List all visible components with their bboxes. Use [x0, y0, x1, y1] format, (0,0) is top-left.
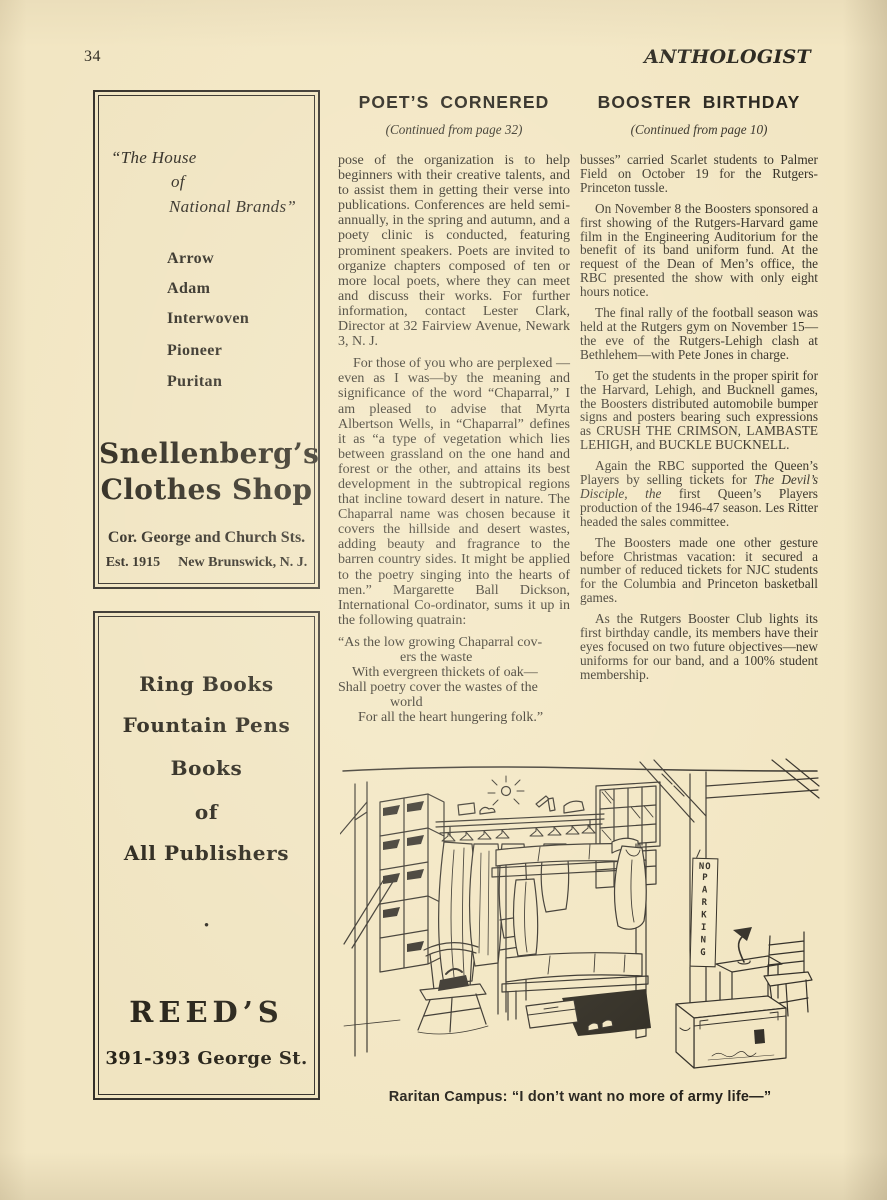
- reeds-line-all-publishers: All Publishers: [123, 841, 290, 865]
- booster-paragraph-5-post: first Queen’s Players production of the 1946-47 season. Les Ritter headed the sales committee.: [580, 485, 818, 529]
- booster-paragraph-5-italic: The Devil’s Disciple, the: [580, 472, 819, 501]
- reeds-line-books: Books: [170, 756, 243, 780]
- brand-item-interwoven: Interwoven: [167, 310, 250, 327]
- snellenberg-address: Cor. George and Church Sts.: [107, 529, 306, 546]
- booster-paragraph-2: On November 8 the Boosters sponsored a first showing of the Rutgers-Harvard game film in the Engineering Auditorium for the benefit of its band uniform fund. At the request of the Dean of Men’s office, the RBC presented the show with only eight hours notice.: [580, 200, 818, 300]
- poets-paragraph-2: For those of you who are perplexed —even as I was—by the meaning and significance of the word “Chaparral,” I am pleased to advise that Myrta Albertson Wells, in “Chaparral” defines it as “a type of vegetation which lies between grassland on the one hand and forest or the other, and attains its best development in the subtropical regions that incline toward desert in nature. The Chaparral name was chosen because it covers the hillside and desert wastes, adding beauty and fragrance to the barren country sides. It might be applied to the poetry singing into the hearts of men.” Margarette Ball Dickson, International Co-ordinator, sums it up in the following quatrain:: [338, 356, 570, 628]
- poets-cornered-continued: (Continued from page 32): [385, 122, 523, 137]
- poets-cornered-title: POET’S CORNERED: [358, 92, 550, 112]
- barracks-room-illustration: [340, 758, 820, 1078]
- booster-paragraph-7: As the Rutgers Booster Club lights its first birthday candle, its members have their eyes focused on two future objectives—new uniforms for our band, and a 100% student membership.: [580, 611, 818, 682]
- quatrain-line-2: With evergreen thickets of oak—: [352, 665, 538, 681]
- snellenberg-ad: [93, 90, 320, 589]
- booster-paragraph-5-pre: Again the RBC supported the Queen’s Players by selling tickets for: [580, 458, 818, 488]
- booster-birthday-title: BOOSTER BIRTHDAY: [597, 92, 801, 112]
- quatrain-line-1b: ers the waste: [400, 650, 473, 665]
- reeds-ad: [93, 611, 320, 1100]
- snellenberg-name-line1: Snellenberg’s: [99, 437, 320, 470]
- quatrain-line-1: “As the low growing Chaparral cov-: [338, 634, 543, 650]
- barracks-drawing: [340, 758, 820, 1078]
- booster-paragraph-6: The Boosters made one other gesture before Christmas vacation: it secured a number of reduced tickets for NJC students for the Columbia and Princeton basketball games.: [580, 534, 818, 606]
- illustration-caption: Raritan Campus: “I don’t want no more of army life—”: [388, 1089, 772, 1105]
- snellenberg-est: Est. 1915: [105, 555, 161, 570]
- reeds-address: 391-393 George St.: [105, 1048, 308, 1069]
- snellenberg-city: New Brunswick, N. J.: [178, 555, 308, 570]
- reeds-name: REED’S: [129, 995, 284, 1029]
- quatrain-line-3b: world: [390, 695, 423, 711]
- no-parking-sign-parking: PARKING: [697, 872, 711, 961]
- no-parking-sign: [690, 858, 719, 968]
- snellenberg-tagline-line2: of: [171, 172, 185, 191]
- quatrain: [338, 635, 570, 726]
- booster-paragraph-1: busses” carried Scarlet students to Palmer Field on October 19 for the Rutgers-Princeton tussle.: [580, 152, 818, 195]
- booster-birthday-continued: (Continued from page 10): [630, 122, 768, 137]
- reeds-line-of: of: [194, 800, 219, 824]
- poets-cornered-body: [338, 153, 570, 725]
- article-booster-birthday: [580, 92, 818, 689]
- booster-paragraph-4: To get the students in the proper spirit for the Harvard, Lehigh, and Bucknell games, the Boosters distributed automobile bumper signs and posters bearing such expressions as CRUSH THE CRIMSON, LAMBASTE LEHIGH, and BUCKLE BUCKNELL.: [580, 367, 818, 453]
- brand-item-adam: Adam: [167, 280, 211, 297]
- booster-paragraph-5: [580, 459, 818, 529]
- page-number: 34: [84, 48, 101, 65]
- quatrain-line-4: For all the heart hungering folk.”: [358, 710, 544, 726]
- magazine-masthead: ANTHOLOGIST: [644, 46, 811, 68]
- snellenberg-est-line: [99, 555, 314, 571]
- brand-item-pioneer: Pioneer: [167, 342, 223, 359]
- reeds-bullet: •: [204, 917, 209, 932]
- snellenberg-ad-border: [98, 95, 320, 584]
- reeds-ad-border: [98, 616, 315, 1095]
- snellenberg-tagline-line1: “The House: [111, 148, 197, 167]
- snellenberg-name-line2: Clothes Shop: [100, 473, 313, 506]
- article-poets-cornered: [338, 92, 570, 725]
- poets-paragraph-1: pose of the organization is to help beginners with their creative talents, and to assist them in getting their verse into publications. Conferences are held semi-annually, in the spring and autumn, and a poety clinic is conducted, featuring prominent speakers. Poets are invited to organize chapters composed of ten or more local poets, where they can meet and discuss their works. For further information, contact Lester Clark, Director at 32 Fairview Avenue, Newark 3, N. J.: [338, 153, 570, 350]
- booster-paragraph-3: The final rally of the football season was held at the Rutgers gym on November 15—the eve of the Rutgers-Lehigh clash at Bethlehem—with Pete Jones in charge.: [580, 305, 818, 362]
- quatrain-line-3: Shall poetry cover the wastes of the: [338, 680, 538, 696]
- brand-item-puritan: Puritan: [167, 373, 223, 390]
- brand-item-arrow: Arrow: [167, 250, 215, 267]
- reeds-line-ring-books: Ring Books: [139, 672, 274, 696]
- no-parking-sign-no: NO: [698, 861, 712, 873]
- reeds-line-fountain-pens: Fountain Pens: [122, 713, 291, 737]
- snellenberg-tagline-line3: National Brands”: [169, 197, 297, 216]
- booster-birthday-body: [580, 153, 818, 682]
